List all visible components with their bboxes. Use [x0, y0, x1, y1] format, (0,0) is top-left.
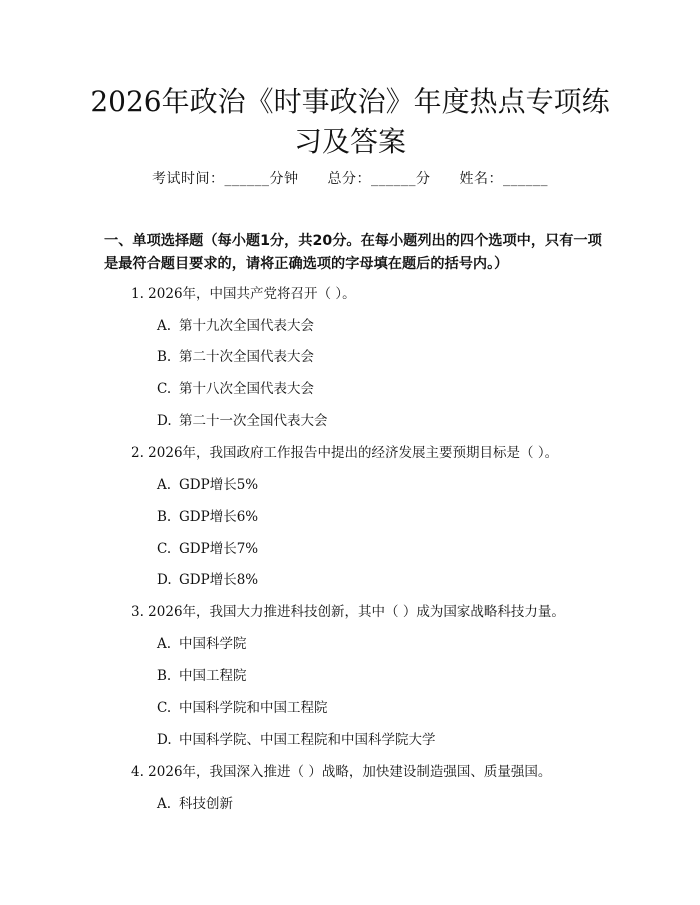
option-item — [157, 377, 314, 397]
option-letter: D. — [157, 572, 172, 588]
option-text: 第十九次全国代表大会 — [179, 318, 314, 334]
option-text: 科技创新 — [179, 796, 233, 812]
option-item — [157, 345, 314, 365]
option-text: 第二十一次全国代表大会 — [179, 413, 328, 429]
option-item — [157, 664, 247, 684]
option-letter: D. — [157, 732, 172, 748]
option-text: 中国科学院、中国工程院和中国科学院大学 — [179, 732, 436, 748]
option-letter: B. — [157, 668, 172, 684]
option-text: GDP增长6% — [179, 509, 259, 525]
option-text: GDP增长7% — [179, 541, 259, 557]
option-item — [157, 505, 258, 525]
total-score-field: 总分：______分 — [327, 171, 431, 187]
option-text: 第二十次全国代表大会 — [179, 349, 314, 365]
option-item — [157, 696, 328, 716]
option-letter: A. — [157, 796, 172, 812]
option-letter: A. — [157, 636, 172, 652]
page-title: 2026年政治《时事政治》年度热点专项练习及答案 — [90, 85, 610, 158]
option-item — [157, 792, 233, 812]
option-item — [157, 314, 314, 334]
option-letter: A. — [157, 318, 172, 334]
section-heading: 一、单项选择题（每小题1分，共20分。在每小题列出的四个选项中，只有一项是最符合题目要求的，请将正确选项的字母填在题后的括号内。） — [104, 233, 602, 272]
option-item — [157, 537, 258, 557]
option-text: 中国科学院 — [179, 636, 247, 652]
option-item — [157, 632, 247, 652]
option-letter: A. — [157, 477, 172, 493]
exam-time-field: 考试时间：______分钟 — [152, 171, 299, 187]
question-stem: 3. 2026年，我国大力推进科技创新，其中（ ）成为国家战略科技力量。 — [131, 604, 565, 620]
option-text: 中国科学院和中国工程院 — [179, 700, 328, 716]
option-letter: C. — [157, 700, 172, 716]
question-stem: 4. 2026年，我国深入推进（ ）战略，加快建设制造强国、质量强国。 — [131, 764, 552, 780]
option-letter: C. — [157, 381, 172, 397]
option-text: GDP增长5% — [179, 477, 259, 493]
option-text: 第十八次全国代表大会 — [179, 381, 314, 397]
option-item — [157, 409, 328, 429]
option-letter: C. — [157, 541, 172, 557]
option-item — [157, 473, 258, 493]
option-letter: B. — [157, 509, 172, 525]
option-letter: B. — [157, 349, 172, 365]
option-letter: D. — [157, 413, 172, 429]
option-text: 中国工程院 — [179, 668, 247, 684]
option-text: GDP增长8% — [179, 572, 259, 588]
question-stem: 1. 2026年，中国共产党将召开（ ）。 — [131, 286, 356, 302]
option-item — [157, 728, 436, 748]
name-field: 姓名：______ — [459, 171, 548, 187]
question-stem: 2. 2026年，我国政府工作报告中提出的经济发展主要预期目标是（ ）。 — [131, 445, 559, 461]
option-item — [157, 568, 258, 588]
exam-meta — [0, 168, 700, 188]
